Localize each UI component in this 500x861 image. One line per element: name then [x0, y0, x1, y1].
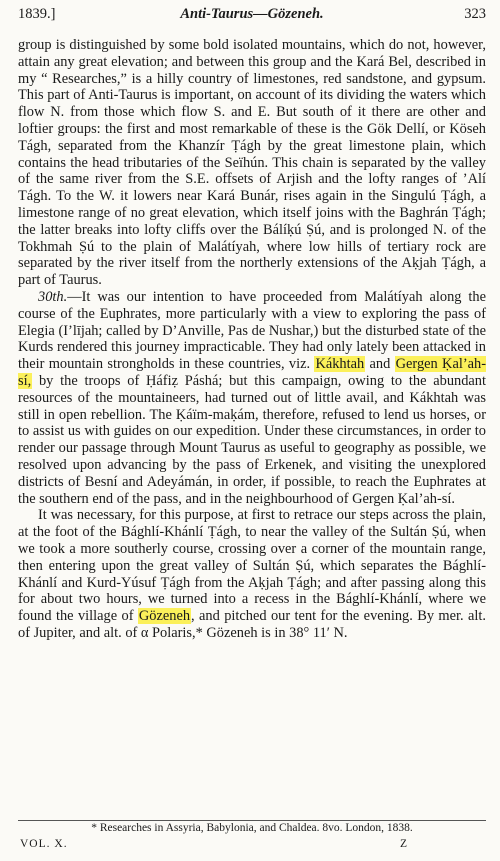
- signature-line: [18, 838, 486, 854]
- highlight-kakhtah: Kákhtah: [315, 356, 365, 373]
- entry-date: 30th.: [38, 288, 68, 305]
- paragraph-3-text-a: It was necessary, for this purpose, at first to retrace our steps across the plain, at the foot of the Bághlí-Khánlí Ṭágh, to near the valley of the Sultán Ṣú, when we took a more southerly course, crossing over a corner of the mountain range, then entering upon the great valley of Sultán Ṣú, which separates the Bághlí-Khánlí and Kurd-Yúsuf Ṭágh from the Aḳjah Ṭágh; and after passing along this for about two hours, we turned into a recess in the Bághlí-Khánlí, where we found the village of: [18, 507, 486, 625]
- page-number: 323: [464, 6, 486, 22]
- footnote: * Researches in Assyria, Babylonia, and Chaldea. 8vo. London, 1838.: [91, 822, 413, 834]
- volume-label: VOL. X.: [20, 838, 68, 850]
- highlight-gozeneh: Gözeneh: [138, 608, 191, 625]
- body-text: [18, 37, 486, 642]
- paragraph-2-text-c: by the troops of Ḥáfiẓ Páshá; but this campaign, owing to the abundant resources of the mountaineers, had turned out of little avail, and Kákhtah was still in open rebellion. The Ḳáïm-maḳám, therefore, refused to lend us horses, or to assist us with guides on our expedition. Under these circumstances, in order to render our passage through Mount Taurus as useful to geography as possible, we resolved upon advancing by the pass of Erkenek, and visiting the unexplored districts of Besní and Adeyámán, in order, if possible, to reach the Euphrates at the southern end of the pass, and in the neighbourhood of Gergen Ḳal’ah-sí.: [18, 372, 486, 507]
- paragraph-2-text-a: —It was our intention to have proceeded from Malátíyah along the course of the Euphrates, more particularly with a view to exploring the pass of Elegia (I’lījah; called by D’Anville, Pas de Nushar,) but the disturbed state of the Kurds rendered this journey impracticable. They had only lately been attacked in their mountain strongholds in these countries, viz.: [18, 288, 486, 373]
- paragraph-3-text-b: , and pitched our tent for the evening. By mer. alt. of Jupiter, and alt. of α Polaris,* Gözeneh is in 38° 11′ N.: [18, 608, 486, 641]
- highlight-gergen: Gergen Ḳal’ah-sí,: [18, 356, 486, 389]
- page-title: Anti-Taurus—Gözeneh.: [180, 6, 324, 22]
- footnote-rule: [18, 820, 486, 821]
- paragraph-3: [18, 507, 486, 641]
- paragraph-2: [18, 289, 486, 507]
- signature-mark: Z: [400, 838, 408, 850]
- paragraph-2-text-b: and: [369, 356, 391, 373]
- running-head: [18, 6, 486, 32]
- paragraph-1: group is distinguished by some bold isolated mountains, which do not, however, attain any great elevation; and between this group and the Kará Bel, described in my “ Researches,” is a hilly country of limestones, red sandstone, and gypsum. This part of Anti-Taurus is important, on account of its dividing the waters which flow N. from those which flow S. and E. But south of it there are other and loftier groups: the first and most remarkable of these is the Gök Dellí, or Köseh Tágh, separated from the Khanzír Ṭágh by the great limestone plain, which contains the head tributaries of the Seïhún. This chain is separated by the valley of the same river from the S.E. offsets of Arjish and the lofty ranges of ’Alí Tágh. To the W. it lowers near Kará Bunár, rises again in the Singulú Ṭágh, a limestone range of no great elevation, which itself joins with the Baghrán Ṭágh; the latter breaks into lofty cliffs over the Bálíḳú Ṣú, and is prolonged N. of the Tokhmah Ṣú to the plain of Malátíyah, where low hills of tertiary rock are separated by the river itself from the northerly extensions of the Aḳjah Ṭágh, a part of Taurus.: [18, 37, 486, 289]
- header-year: 1839.]: [18, 6, 56, 22]
